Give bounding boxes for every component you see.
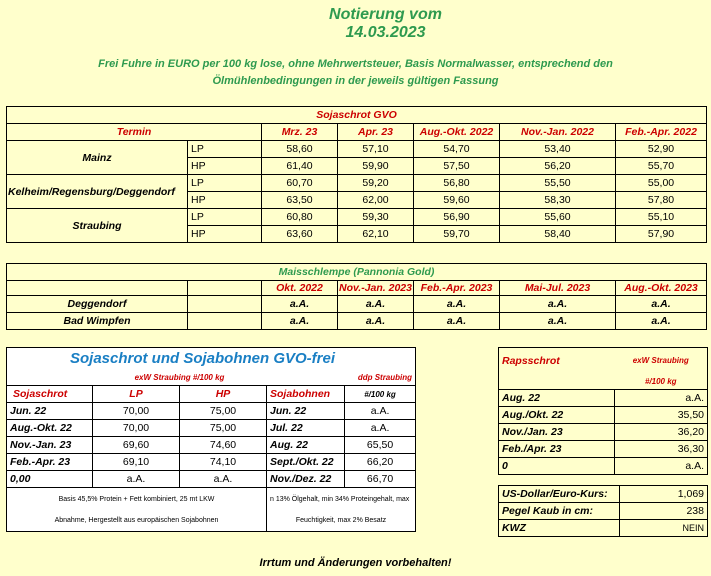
price-cell: 74,10 [180, 454, 267, 471]
gvo-frei-title: Sojaschrot und Sojabohnen GVO-frei [7, 348, 345, 370]
ex-straubing-label: exW Straubing #/100 kg [134, 372, 225, 382]
lp-label: LP [188, 209, 262, 226]
price-cell: 55,60 [500, 209, 616, 226]
gvo-frei-table [6, 347, 416, 532]
price-cell: 57,10 [338, 141, 414, 158]
price-cell: 35,50 [615, 407, 708, 424]
price-cell: a.A. [93, 471, 180, 488]
termin-cell: Feb./Apr. 23 [499, 441, 615, 458]
price-cell: 55,00 [616, 175, 707, 192]
sojaschrot-gvo-table [6, 106, 707, 243]
col-unit: #/100 kg [345, 386, 416, 403]
raps-ex-label: exW Straubing [615, 348, 708, 374]
price-cell: 57,90 [616, 226, 707, 243]
location-straubing: Straubing [7, 209, 188, 243]
value-cell: a.A. [616, 313, 707, 330]
lp-label: LP [188, 175, 262, 192]
price-cell: 58,30 [500, 192, 616, 209]
location-bad-wimpfen: Bad Wimpfen [7, 313, 188, 330]
termin-cell: Feb.-Apr. 23 [7, 454, 93, 471]
price-cell: a.A. [180, 471, 267, 488]
price-cell: 59,60 [414, 192, 500, 209]
termin-cell: Aug. 22 [499, 390, 615, 407]
price-cell: 66,70 [345, 471, 416, 488]
col-header: Mrz. 23 [262, 124, 338, 141]
price-cell: 58,40 [500, 226, 616, 243]
price-cell: 52,90 [616, 141, 707, 158]
termin-cell: 0,00 [7, 471, 93, 488]
price-cell: 59,20 [338, 175, 414, 192]
price-cell: 60,80 [262, 209, 338, 226]
col-header: Okt. 2022 [262, 281, 338, 296]
price-cell: 60,70 [262, 175, 338, 192]
location-deggendorf: Deggendorf [7, 296, 188, 313]
col-sojabohnen: Sojabohnen [267, 386, 345, 403]
col-sojaschrot: Sojaschrot [7, 386, 93, 403]
rapsschrot-table [498, 347, 708, 475]
hp-label: HP [188, 158, 262, 175]
price-cell: 36,30 [615, 441, 708, 458]
price-cell: 59,90 [338, 158, 414, 175]
price-cell: 56,90 [414, 209, 500, 226]
price-cell: 74,60 [180, 437, 267, 454]
misc-info-table [498, 485, 708, 537]
price-cell: 54,70 [414, 141, 500, 158]
value-cell: a.A. [262, 296, 338, 313]
location-kelheim: Kelheim/Regensburg/Deggendorf [7, 175, 188, 209]
termin-cell: Jun. 22 [267, 403, 345, 420]
note-basis: Basis 45,5% Protein + Fett kombiniert, 25 mt LKW [7, 488, 267, 511]
price-cell: 56,80 [414, 175, 500, 192]
price-cell: 55,70 [616, 158, 707, 175]
usd-eur-value: 1,069 [620, 486, 708, 503]
price-cell: 63,50 [262, 192, 338, 209]
price-cell: 69,60 [93, 437, 180, 454]
page-title-1: Notierung vom [329, 6, 442, 23]
termin-cell: Aug. 22 [267, 437, 345, 454]
price-cell: 55,50 [500, 175, 616, 192]
price-cell: 69,10 [93, 454, 180, 471]
price-cell: 36,20 [615, 424, 708, 441]
price-cell: a.A. [345, 420, 416, 437]
termin-cell: Jul. 22 [267, 420, 345, 437]
price-cell: 62,10 [338, 226, 414, 243]
hp-label: HP [188, 226, 262, 243]
subtitle-2: Ölmühlenbedingungen in der jeweils gültigen Fassung [212, 75, 499, 87]
termin-cell: Nov./Jan. 23 [499, 424, 615, 441]
value-cell: a.A. [262, 313, 338, 330]
termin-cell: 0 [499, 458, 615, 475]
price-cell: 62,00 [338, 192, 414, 209]
ddp-straubing-label: ddp Straubing [267, 370, 416, 386]
termin-cell: Aug./Okt. 22 [499, 407, 615, 424]
col-header: Apr. 23 [338, 124, 414, 141]
price-cell: 70,00 [93, 403, 180, 420]
usd-eur-label: US-Dollar/Euro-Kurs: [499, 486, 620, 503]
value-cell: a.A. [414, 296, 500, 313]
kwz-label: KWZ [499, 520, 620, 537]
kwz-value: NEIN [620, 520, 708, 537]
price-cell: 57,80 [616, 192, 707, 209]
value-cell: a.A. [338, 313, 414, 330]
price-cell: 58,60 [262, 141, 338, 158]
price-cell: a.A. [615, 458, 708, 475]
termin-cell: Sept./Okt. 22 [267, 454, 345, 471]
raps-unit-label: #/100 kg [615, 374, 708, 390]
col-lp: LP [93, 386, 180, 403]
value-cell: a.A. [616, 296, 707, 313]
note-oelgehalt: n 13% Ölgehalt, min 34% Proteingehalt, max [267, 488, 416, 511]
price-cell: 55,10 [616, 209, 707, 226]
col-header: Aug.-Okt. 2023 [616, 281, 707, 296]
col-hp: HP [180, 386, 267, 403]
col-header: Feb.-Apr. 2023 [414, 281, 500, 296]
page-title-2: 14.03.2023 [345, 24, 426, 41]
price-cell: 63,60 [262, 226, 338, 243]
note-feuchtigkeit: Feuchtigkeit, max 2% Besatz [267, 511, 416, 532]
pegel-kaub-value: 238 [620, 503, 708, 520]
subtitle-1: Frei Fuhre in EURO per 100 kg lose, ohne Mehrwertsteuer, Basis Normalwasser, entsprechend den [98, 58, 613, 70]
sojaschrot-gvo-title: Sojaschrot GVO [7, 107, 707, 124]
price-cell: a.A. [345, 403, 416, 420]
price-cell: 70,00 [93, 420, 180, 437]
note-abnahme: Abnahme, Hergestellt aus europäischen Sojabohnen [7, 511, 267, 532]
price-cell: 56,20 [500, 158, 616, 175]
pegel-kaub-label: Pegel Kaub in cm: [499, 503, 620, 520]
termin-cell: Nov./Dez. 22 [267, 471, 345, 488]
price-cell: 59,30 [338, 209, 414, 226]
hp-label: HP [188, 192, 262, 209]
termin-cell: Jun. 22 [7, 403, 93, 420]
value-cell: a.A. [338, 296, 414, 313]
col-header: Nov.-Jan. 2023 [339, 282, 412, 294]
price-cell: a.A. [615, 390, 708, 407]
location-mainz: Mainz [7, 141, 188, 175]
termin-cell: Nov.-Jan. 23 [7, 437, 93, 454]
price-cell: 75,00 [180, 403, 267, 420]
col-header: Aug.-Okt. 2022 [414, 124, 500, 141]
maisschlempe-table [6, 263, 707, 330]
price-cell: 66,20 [345, 454, 416, 471]
value-cell: a.A. [414, 313, 500, 330]
value-cell: a.A. [500, 296, 616, 313]
value-cell: a.A. [500, 313, 616, 330]
col-header: Mai-Jul. 2023 [500, 281, 616, 296]
termin-label: Termin [7, 124, 262, 141]
rapsschrot-title: Rapsschrot [499, 348, 615, 374]
price-cell: 75,00 [180, 420, 267, 437]
col-header: Nov.-Jan. 2022 [500, 124, 616, 141]
termin-cell: Aug.-Okt. 22 [7, 420, 93, 437]
disclaimer: Irrtum und Änderungen vorbehalten! [259, 557, 452, 569]
price-cell: 61,40 [262, 158, 338, 175]
price-cell: 57,50 [414, 158, 500, 175]
price-cell: 59,70 [414, 226, 500, 243]
lp-label: LP [188, 141, 262, 158]
maisschlempe-title: Maisschlempe (Pannonia Gold) [7, 264, 707, 281]
price-cell: 53,40 [500, 141, 616, 158]
price-cell: 65,50 [345, 437, 416, 454]
col-header: Feb.-Apr. 2022 [616, 124, 707, 141]
